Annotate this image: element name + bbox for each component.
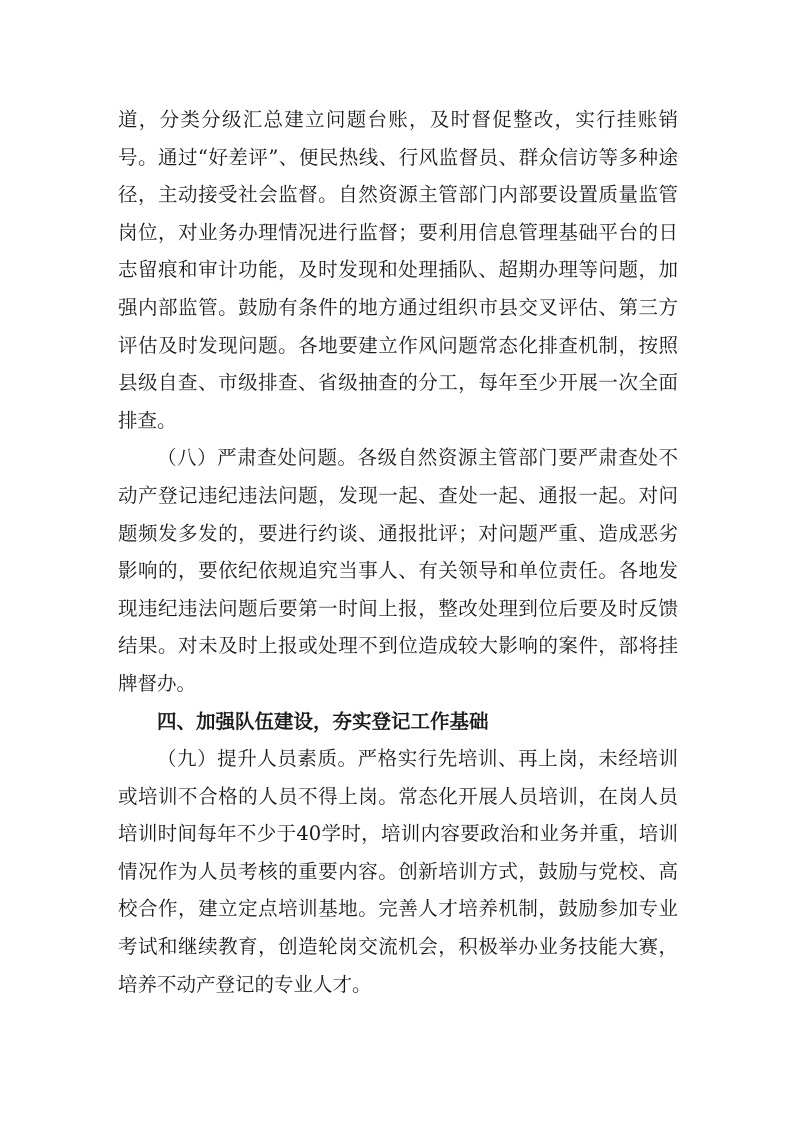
paragraph-section-9: （九）提升人员素质。严格实行先培训、再上岗，未经培训或培训不合格的人员不得上岗。常态化开展人员培训，在岗人员培训时间每年不少于40学时，培训内容要政治和业务并重，培训情况作为人员考核的重要内容。创新培训方式，鼓励与党校、高校合作，建立定点培训基地。完善人才培养机制，鼓励参加专业考试和继续教育，创造轮岗交流机会，积极举办业务技能大赛，培养不动产登记的专业人才。	[118, 747, 678, 996]
paragraph-section-8: （八）严肃查处问题。各级自然资源主管部门要严肃查处不动产登记违纪违法问题，发现一起、查处一起、通报一起。对问题频发多发的，要进行约谈、通报批评；对问题严重、造成恶劣影响的，要依纪依规追究当事人、有关领导和单位责任。各地发现违纪违法问题后要第一时间上报，整改处理到位后要及时反馈结果。对未及时上报或处理不到位造成较大影响的案件，部将挂牌督办。	[118, 446, 678, 695]
section-heading-4: 四、加强队伍建设，夯实登记工作基础	[157, 709, 489, 733]
document-body	[118, 101, 678, 1003]
paragraph-continuation: 道，分类分级汇总建立问题台账，及时督促整改，实行挂账销号。通过“好差评”、便民热线、行风监督员、群众信访等多种途径，主动接受社会监督。自然资源主管部门内部要设置质量监管岗位，对业务办理情况进行监督；要利用信息管理基础平台的日志留痕和审计功能，及时发现和处理插队、超期办理等问题，加强内部监管。鼓励有条件的地方通过组织市县交叉评估、第三方评估及时发现问题。各地要建立作风问题常态化排查机制，按照县级自查、市级排查、省级抽查的分工，每年至少开展一次全面排查。	[118, 108, 678, 432]
